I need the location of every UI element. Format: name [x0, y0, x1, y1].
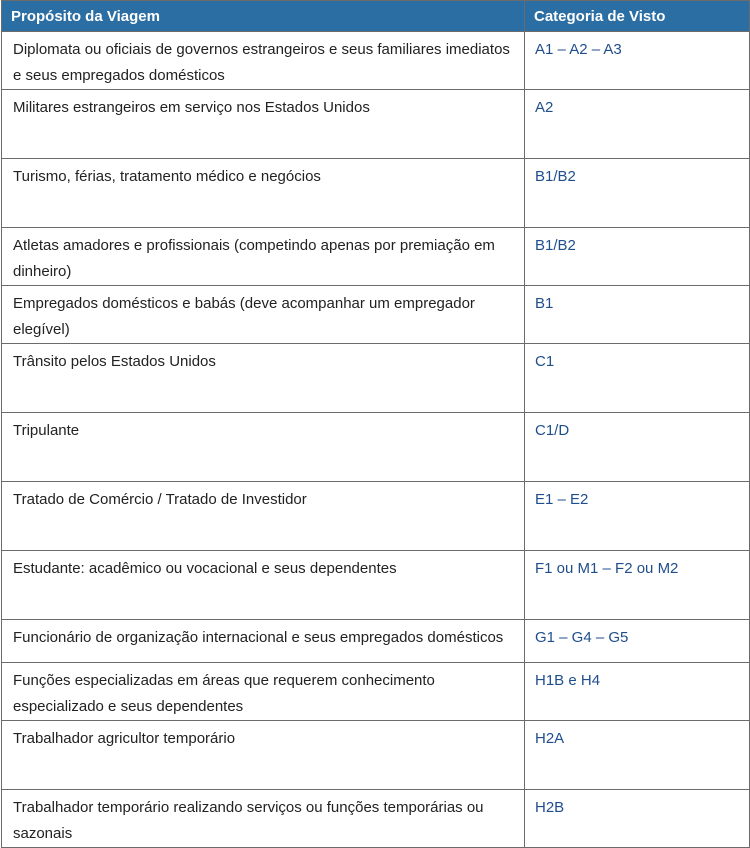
category-cell: B1 — [525, 286, 750, 344]
header-category: Categoria de Visto — [525, 1, 750, 32]
purpose-cell: Funcionário de organização internacional e seus empregados domésticos — [2, 620, 525, 663]
table-row — [2, 620, 750, 663]
table-row — [2, 551, 750, 620]
table-header-row — [2, 1, 750, 32]
header-purpose: Propósito da Viagem — [2, 1, 525, 32]
table-row — [2, 482, 750, 551]
category-cell: B1/B2 — [525, 228, 750, 286]
table-row — [2, 32, 750, 90]
purpose-cell: Militares estrangeiros em serviço nos Estados Unidos — [2, 90, 525, 159]
table-row — [2, 721, 750, 790]
table-row — [2, 159, 750, 228]
table-row — [2, 286, 750, 344]
category-cell: C1 — [525, 344, 750, 413]
category-cell: A1 – A2 – A3 — [525, 32, 750, 90]
purpose-cell: Funções especializadas em áreas que requerem conhecimento especializado e seus dependentes — [2, 663, 525, 721]
category-cell: H1B e H4 — [525, 663, 750, 721]
purpose-cell: Empregados domésticos e babás (deve acompanhar um empregador elegível) — [2, 286, 525, 344]
category-cell: C1/D — [525, 413, 750, 482]
purpose-cell: Turismo, férias, tratamento médico e negócios — [2, 159, 525, 228]
category-cell: B1/B2 — [525, 159, 750, 228]
purpose-cell: Trabalhador agricultor temporário — [2, 721, 525, 790]
category-cell: E1 – E2 — [525, 482, 750, 551]
category-cell: F1 ou M1 – F2 ou M2 — [525, 551, 750, 620]
purpose-cell: Tratado de Comércio / Tratado de Investidor — [2, 482, 525, 551]
table-row — [2, 90, 750, 159]
purpose-cell: Trânsito pelos Estados Unidos — [2, 344, 525, 413]
category-cell: A2 — [525, 90, 750, 159]
category-cell: H2B — [525, 790, 750, 848]
purpose-cell: Estudante: acadêmico ou vocacional e seus dependentes — [2, 551, 525, 620]
table-row — [2, 344, 750, 413]
table-row — [2, 413, 750, 482]
purpose-cell: Diplomata ou oficiais de governos estrangeiros e seus familiares imediatos e seus empregados domésticos — [2, 32, 525, 90]
purpose-cell: Trabalhador temporário realizando serviços ou funções temporárias ou sazonais — [2, 790, 525, 848]
category-cell: H2A — [525, 721, 750, 790]
table-row — [2, 790, 750, 848]
purpose-cell: Tripulante — [2, 413, 525, 482]
table-row — [2, 228, 750, 286]
category-cell: G1 – G4 – G5 — [525, 620, 750, 663]
purpose-cell: Atletas amadores e profissionais (competindo apenas por premiação em dinheiro) — [2, 228, 525, 286]
visa-table — [1, 0, 750, 848]
table-row — [2, 663, 750, 721]
